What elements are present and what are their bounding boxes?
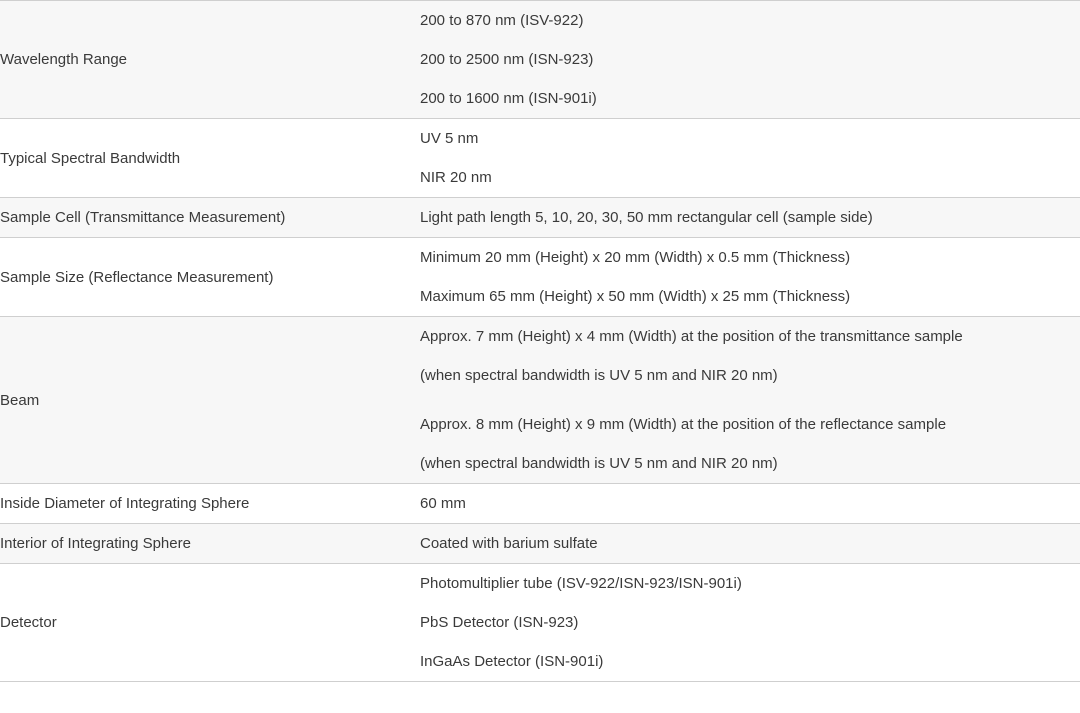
spec-value-line: Approx. 7 mm (Height) x 4 mm (Width) at the position of the transmittance sample bbox=[420, 328, 963, 345]
spec-label-cell: Inside Diameter of Integrating Sphere bbox=[0, 495, 250, 512]
spec-value-cell bbox=[420, 564, 1080, 682]
table-row bbox=[0, 484, 1080, 524]
table-row bbox=[0, 198, 1080, 238]
spec-value-line: 200 to 1600 nm (ISN-901i) bbox=[420, 90, 597, 107]
table-row bbox=[0, 119, 1080, 198]
spec-value-line: 200 to 2500 nm (ISN-923) bbox=[420, 51, 594, 68]
spec-value-cell bbox=[420, 1, 1080, 119]
table-row bbox=[0, 238, 1080, 317]
spec-value-cell bbox=[420, 524, 1080, 564]
spec-value-line: (when spectral bandwidth is UV 5 nm and NIR 20 nm) bbox=[420, 367, 778, 384]
spec-value-cell bbox=[420, 198, 1080, 238]
spec-value-line: Minimum 20 mm (Height) x 20 mm (Width) x 0.5 mm (Thickness) bbox=[420, 249, 851, 266]
spec-value-line: Light path length 5, 10, 20, 30, 50 mm rectangular cell (sample side) bbox=[420, 209, 873, 226]
table-row bbox=[0, 564, 1080, 682]
spec-label-cell: Typical Spectral Bandwidth bbox=[0, 149, 181, 167]
spec-value-cell bbox=[420, 119, 1080, 198]
spec-label-cell: Wavelength Range bbox=[0, 1, 420, 119]
spec-label-cell: Detector bbox=[0, 614, 57, 631]
spec-value-line: Photomultiplier tube (ISV-922/ISN-923/ISN-901i) bbox=[420, 575, 742, 592]
spec-value-line: Coated with barium sulfate bbox=[420, 535, 598, 552]
spec-value-line: UV 5 nm bbox=[420, 130, 479, 147]
specifications-table-body bbox=[0, 1, 1080, 682]
spec-value-line: Maximum 65 mm (Height) x 50 mm (Width) x 25 mm (Thickness) bbox=[420, 288, 851, 305]
spec-value-line: (when spectral bandwidth is UV 5 nm and NIR 20 nm) bbox=[420, 455, 778, 472]
table-row bbox=[0, 1, 1080, 119]
spec-value-line: InGaAs Detector (ISN-901i) bbox=[420, 653, 604, 670]
spec-label-cell: Sample Size (Reflectance Measurement) bbox=[0, 268, 274, 286]
spec-label-cell: Sample Cell (Transmittance Measurement) bbox=[0, 198, 420, 238]
spec-value-cell bbox=[420, 238, 1080, 317]
spec-value-cell bbox=[420, 484, 1080, 524]
spec-value-line: PbS Detector (ISN-923) bbox=[420, 614, 579, 631]
spec-value-line: Approx. 8 mm (Height) x 9 mm (Width) at the position of the reflectance sample bbox=[420, 416, 947, 433]
table-row bbox=[0, 524, 1080, 564]
spec-value-cell bbox=[420, 317, 1080, 484]
spec-label-cell: Beam bbox=[0, 317, 420, 484]
table-row bbox=[0, 317, 1080, 484]
spec-value-spacer bbox=[420, 395, 1080, 405]
spec-value-line: NIR 20 nm bbox=[420, 169, 492, 186]
spec-value-line: 200 to 870 nm (ISV-922) bbox=[420, 12, 584, 29]
spec-label-cell: Interior of Integrating Sphere bbox=[0, 524, 420, 564]
spec-value-line: 60 mm bbox=[420, 495, 466, 512]
